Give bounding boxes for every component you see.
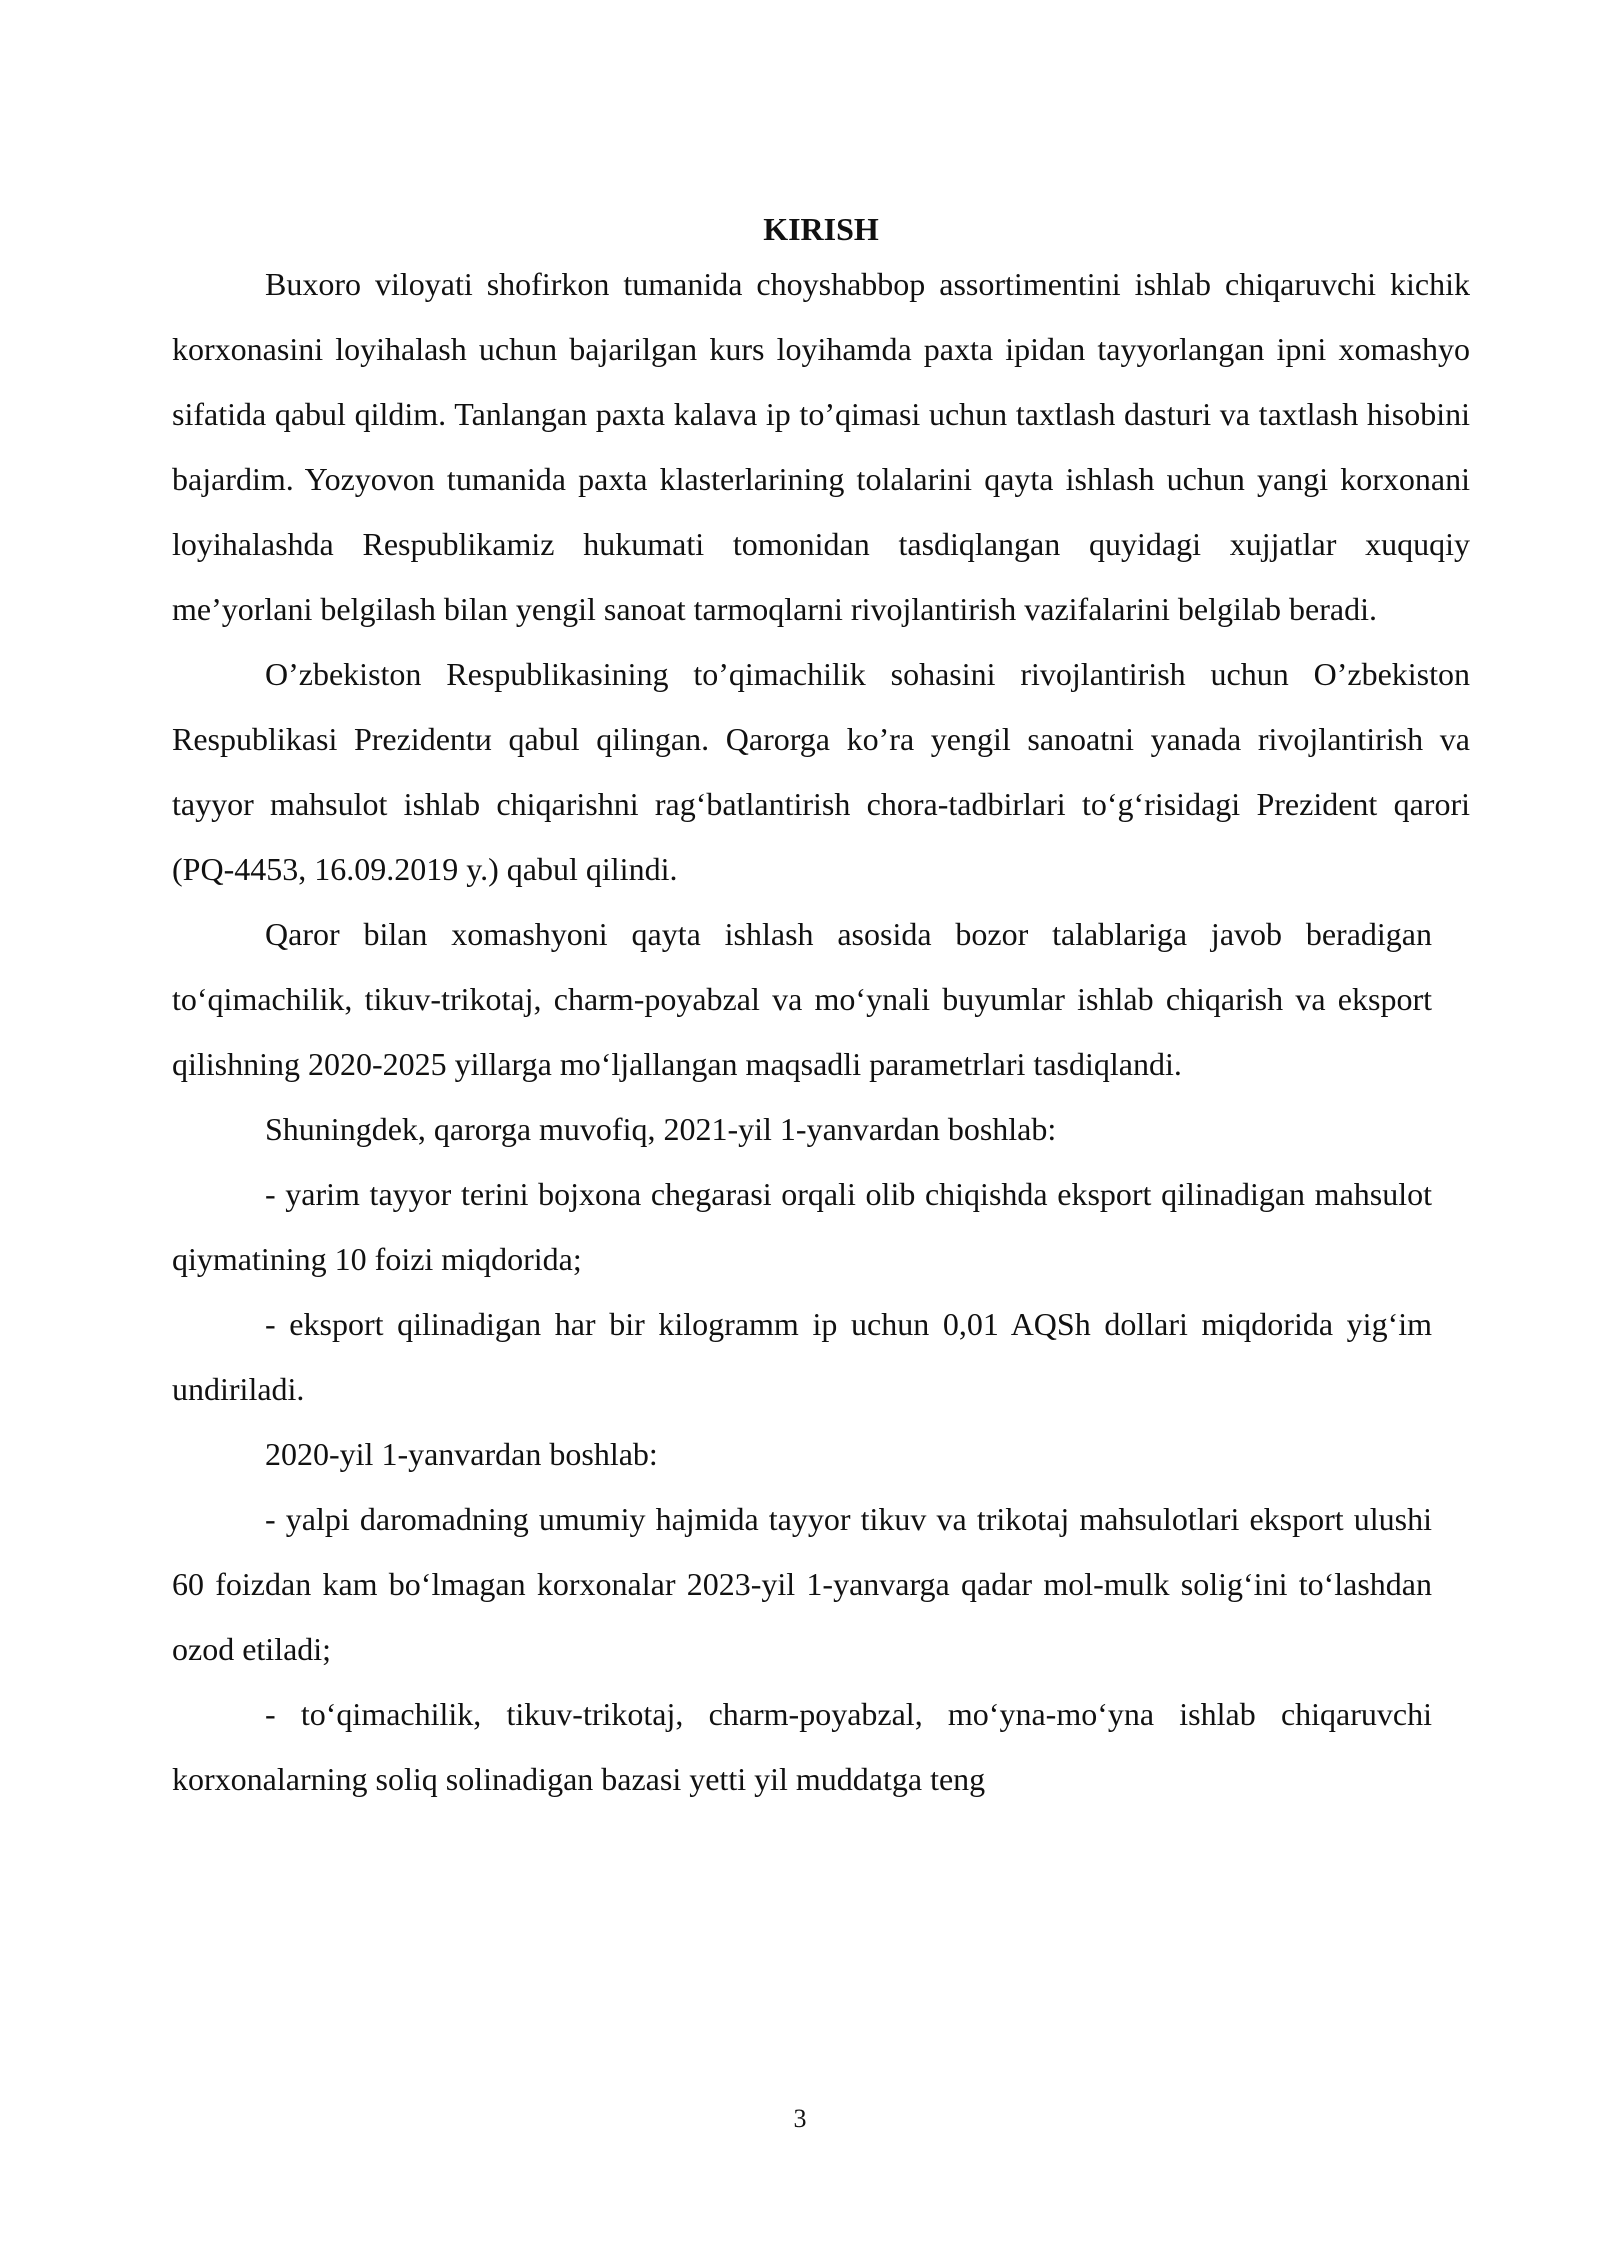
paragraph-from-2021: Shuningdek, qarorga muvofiq, 2021-yil 1-yanvardan boshlab:	[265, 1111, 1057, 1147]
list-item-tax-base: - to‘qimachilik, tikuv-trikotaj, charm-poyabzal, mo‘yna-mo‘yna ishlab chiqaruvchi korxonalarning soliq solinadigan bazasi yetti yil muddatga teng	[172, 1696, 1432, 1797]
page-number: 3	[793, 2104, 807, 2133]
page-title: KIRISH	[763, 211, 879, 247]
list-item-property-tax: - yalpi daromadning umumiy hajmida tayyor tikuv va trikotaj mahsulotlari eksport ulushi 60 foizdan kam bo‘lmagan korxonalar 2023-yil 1-yanvarga qadar mol-mulk solig‘ini to‘lashdan ozod etiladi;	[172, 1501, 1432, 1667]
document-page	[172, 206, 1470, 1812]
paragraph-from-2020: 2020-yil 1-yanvardan boshlab:	[265, 1436, 658, 1472]
paragraph-republic: O’zbekiston Respublikasining to’qimachilik sohasini rivojlantirish uchun O’zbekiston Respublikasi Prezidentи qabul qilingan. Qarorga ko’ra yengil sanoatni yanada rivojlantirish va tayyor mahsulot ishlab chiqarishni rag‘batlantirish chora-tadbirlari to‘g‘risidagi Prezident qarori (PQ-4453, 16.09.2019 y.) qabul qilindi.	[172, 656, 1470, 887]
list-item-yarn-fee: - eksport qilinadigan har bir kilogramm ip uchun 0,01 AQSh dollari miqdorida yig‘im undiriladi.	[172, 1306, 1432, 1407]
list-item-leather: - yarim tayyor terini bojxona chegarasi orqali olib chiqishda eksport qilinadigan mahsulot qiymatining 10 foizi miqdorida;	[172, 1176, 1432, 1277]
paragraph-intro: Buxoro viloyati shofirkon tumanida choyshabbop assortimentini ishlab chiqaruvchi kichik korxonasini loyihalash uchun bajarilgan kurs loyihamda paxta ipidan tayyorlangan ipni xomashyo sifatida qabul qildim. Tanlangan paxta kalava ip to’qimasi uchun taxtlash dasturi va taxtlash hisobini bajardim. Yozyovon tumanida paxta klasterlarining tolalarini qayta ishlash uchun yangi korxonani loyihalashda Respublikamiz hukumati tomonidan tasdiqlangan quyidagi xujjatlar xuquqiy me’yorlani belgilash bilan yengil sanoat tarmoqlarni rivojlantirish vazifalarini belgilab beradi.	[172, 266, 1470, 627]
paragraph-decree: Qaror bilan xomashyoni qayta ishlash asosida bozor talablariga javob beradigan to‘qimachilik, tikuv-trikotaj, charm-poyabzal va mo‘ynali buyumlar ishlab chiqarish va eksport qilishning 2020-2025 yillarga mo‘ljallangan maqsadli parametrlari tasdiqlandi.	[172, 916, 1432, 1082]
